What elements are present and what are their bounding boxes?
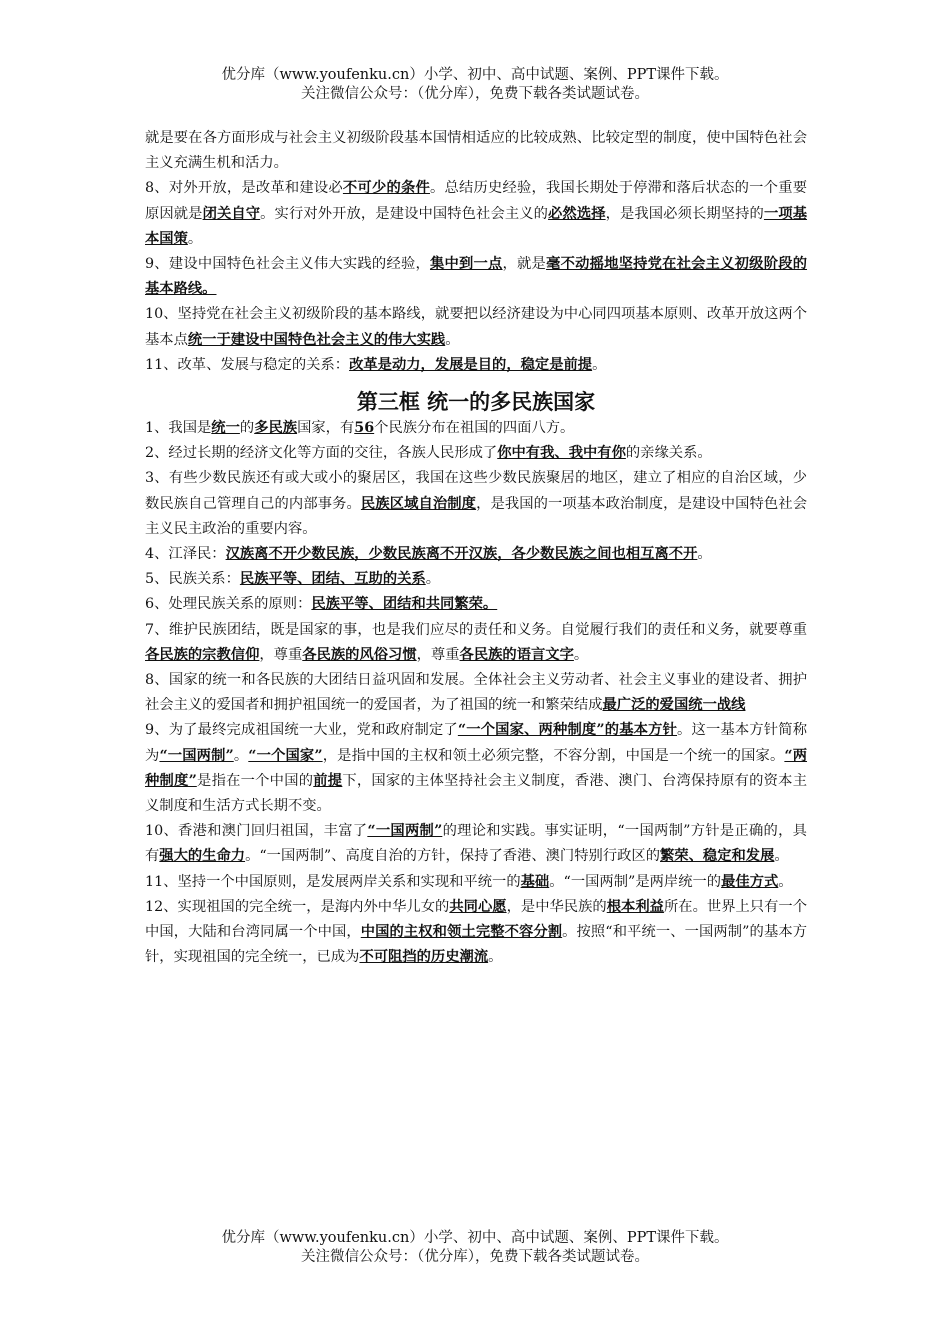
text-segment: 。: [187, 230, 203, 247]
section-title: 第三框 统一的多民族国家: [356, 389, 596, 415]
text-segment: 11、坚持一个中国原则，是发展两岸关系和实现和平统一的: [145, 873, 521, 890]
key-phrase: “一个国家、两种制度”的基本方针: [457, 722, 678, 739]
key-phrase: 强大的生命力: [159, 848, 246, 865]
paragraph: [145, 353, 807, 378]
text-segment: 。: [778, 873, 793, 890]
paragraph: [145, 252, 807, 302]
text-segment: 的理论和实践。事实证明，“一国两制”方针是正确的，具有: [145, 823, 807, 865]
text-segment: 。按照“和平统一、一国两制”的基本方针，实现祖国的完全统一，已成为: [145, 924, 808, 966]
key-phrase: 改革是动力，发展是目的，稳定是前提: [349, 356, 593, 373]
page-header: [0, 66, 950, 104]
paragraph: [145, 302, 807, 352]
paragraph: [145, 718, 807, 819]
key-phrase: 不可阻挡的历史潮流: [359, 949, 489, 966]
key-phrase: 56: [354, 420, 375, 437]
key-phrase: 各民族的语言文字: [459, 646, 574, 663]
paragraph: [145, 416, 807, 441]
paragraph: [145, 870, 807, 895]
key-phrase: 一项基本国策: [145, 205, 808, 247]
paragraph: [145, 126, 807, 176]
section-content: [145, 416, 807, 970]
paragraph: [145, 895, 807, 971]
text-segment: ，尊重: [259, 646, 303, 663]
key-phrase: 共同心愿: [449, 898, 507, 915]
key-phrase: 多民族: [254, 420, 298, 437]
key-phrase: 根本利益: [606, 898, 664, 915]
text-segment: ，就是: [502, 256, 547, 273]
text-segment: 所在。世界上只有一个中国，大陆和台湾同属一个中国，: [145, 898, 808, 941]
text-segment: 。: [592, 356, 607, 373]
key-phrase: 统一于建设中国特色社会主义的伟大实践: [187, 331, 446, 348]
paragraph: [145, 819, 807, 869]
text-segment: 12、实现祖国的完全统一，是海内外中华儿女的: [145, 898, 450, 915]
text-segment: 7、维护民族团结，既是国家的事，也是我们应尽的责任和义务。自觉履行我们的责任和义务，就要尊重: [145, 621, 807, 638]
text-segment: ，是我国的一项基本政治制度，是建设中国特色社会主义民主政治的重要内容。: [145, 495, 808, 537]
text-segment: 下，国家的主体坚持社会主义制度，香港、澳门、台湾保持原有的资本主义制度和生活方式长期不变。: [145, 772, 808, 815]
text-segment: 6、处理民族关系的原则：: [145, 596, 312, 613]
key-phrase: 民族区域自治制度: [360, 495, 477, 512]
key-phrase: 民族平等、团结、互助的关系: [239, 571, 426, 588]
key-phrase: 前提: [313, 772, 343, 789]
paragraph: [145, 567, 807, 592]
paragraph: [145, 592, 807, 617]
paragraph: [145, 668, 807, 718]
key-phrase: 繁荣、稳定和发展: [660, 848, 775, 865]
footer-line-2: 关注微信公众号：（优分库），免费下载各类试题试卷。: [301, 1249, 649, 1265]
paragraph: [145, 441, 807, 466]
key-phrase: 各民族的风俗习惯: [302, 646, 417, 663]
key-phrase: 必然选择: [548, 205, 606, 222]
key-phrase: 汉族离不开少数民族，少数民族离不开汉族，各少数民族之间也相互离不开: [225, 546, 698, 563]
text-segment: ，尊重: [416, 646, 460, 663]
text-segment: 。: [774, 848, 789, 865]
text-segment: 。“一国两制”是两岸统一的: [549, 873, 722, 890]
text-segment: 是指在一个中国的: [196, 772, 314, 789]
header-line-1: 优分库（www.youfenku.cn）小学、初中、高中试题、案例、PPT课件下载。: [221, 67, 729, 83]
text-segment: 9、建设中国特色社会主义伟大实践的经验，: [145, 256, 430, 273]
text-segment: ，是我国必须长期坚持的: [605, 205, 764, 222]
key-phrase: 基础: [520, 873, 550, 890]
page-footer: [0, 1229, 950, 1267]
text-segment: 8、对外开放，是改革和建设必: [145, 180, 343, 197]
paragraph: [145, 618, 807, 668]
text-segment: ，是指中国的主权和领土必须完整，不容分割，中国是一个统一的国家。: [322, 747, 785, 764]
key-phrase: 集中到一点: [429, 256, 503, 273]
text-segment: 。: [573, 646, 589, 663]
text-segment: 5、民族关系：: [145, 571, 240, 588]
text-segment: ，是中华民族的: [506, 898, 607, 915]
text-segment: 国家，有: [297, 420, 355, 437]
key-phrase: “一国两制”: [159, 747, 234, 764]
text-segment: 11、改革、发展与稳定的关系：: [145, 356, 350, 373]
key-phrase: 最广泛的爱国统一战线: [602, 697, 746, 714]
text-segment: 。: [233, 747, 249, 764]
text-segment: 3、有些少数民族还有或大或小的聚居区，我国在这些少数民族聚居的地区，建立了相应的自治区域，少数民族自己管理自己的内部事务。: [145, 470, 807, 512]
key-phrase: 不可少的条件: [342, 180, 430, 197]
document-body: [145, 126, 807, 971]
text-segment: 个民族分布在祖国的四面八方。: [374, 420, 575, 437]
text-segment: 。: [445, 331, 460, 348]
text-segment: 2、经过长期的经济文化等方面的交往，各族人民形成了: [145, 445, 498, 462]
text-segment: 9、为了最终完成祖国统一大业，党和政府制定了: [145, 722, 458, 739]
key-phrase: 民族平等、团结和共同繁荣。: [311, 596, 498, 613]
text-segment: 8、国家的统一和各民族的大团结日益巩固和发展。全体社会主义劳动者、社会主义事业的建设者、拥护社会主义的爱国者和拥护祖国统一的爱国者，为了祖国的统一和繁荣结成: [145, 672, 807, 714]
text-segment: 。: [425, 571, 441, 588]
key-phrase: 闭关自守: [202, 205, 261, 222]
key-phrase: 统一: [211, 420, 240, 437]
paragraph: [145, 542, 807, 567]
text-segment: 10、坚持党在社会主义初级阶段的基本路线，就要把以经济建设为中心同四项基本原则、改革开放这两个基本点: [145, 306, 807, 348]
key-phrase: 你中有我、我中有你: [497, 445, 626, 462]
text-segment: 。总结历史经验，我国长期处于停滞和落后状态的一个重要原因就是: [145, 180, 807, 222]
key-phrase: “一个国家”: [248, 747, 323, 764]
text-segment: 。: [697, 546, 712, 563]
text-segment: 。实行对外开放，是建设中国特色社会主义的: [260, 205, 549, 222]
text-segment: 的亲缘关系。: [625, 445, 712, 462]
footer-line-1: 优分库（www.youfenku.cn）小学、初中、高中试题、案例、PPT课件下载。: [221, 1230, 729, 1246]
text-segment: 就是要在各方面形成与社会主义初级阶段基本国情相适应的比较成熟、比较定型的制度，使中国特色社会主义充满生机和活力。: [145, 130, 807, 172]
key-phrase: 各民族的宗教信仰: [145, 646, 260, 663]
key-phrase: 中国的主权和领土完整不容分割: [360, 924, 563, 941]
text-segment: 。: [488, 949, 503, 966]
text-segment: 。“一国两制”、高度自治的方针，保持了香港、澳门特别行政区的: [245, 848, 661, 865]
key-phrase: 最佳方式: [721, 873, 779, 890]
text-segment: 的: [239, 420, 255, 437]
key-phrase: 毫不动摇地坚持党在社会主义初级阶段的基本路线。: [145, 256, 808, 298]
paragraph: [145, 176, 807, 252]
header-line-2: 关注微信公众号：（优分库），免费下载各类试题试卷。: [301, 86, 649, 102]
text-segment: 4、江泽民：: [145, 546, 226, 563]
key-phrase: “两种制度”: [145, 747, 808, 789]
key-phrase: “一国两制”: [367, 823, 443, 840]
paragraph: [145, 466, 807, 542]
continued-section: [145, 126, 807, 378]
text-segment: 10、香港和澳门回归祖国，丰富了: [145, 823, 368, 840]
text-segment: 。这一基本方针简称为: [145, 722, 807, 764]
text-segment: 1、我国是: [145, 420, 212, 437]
